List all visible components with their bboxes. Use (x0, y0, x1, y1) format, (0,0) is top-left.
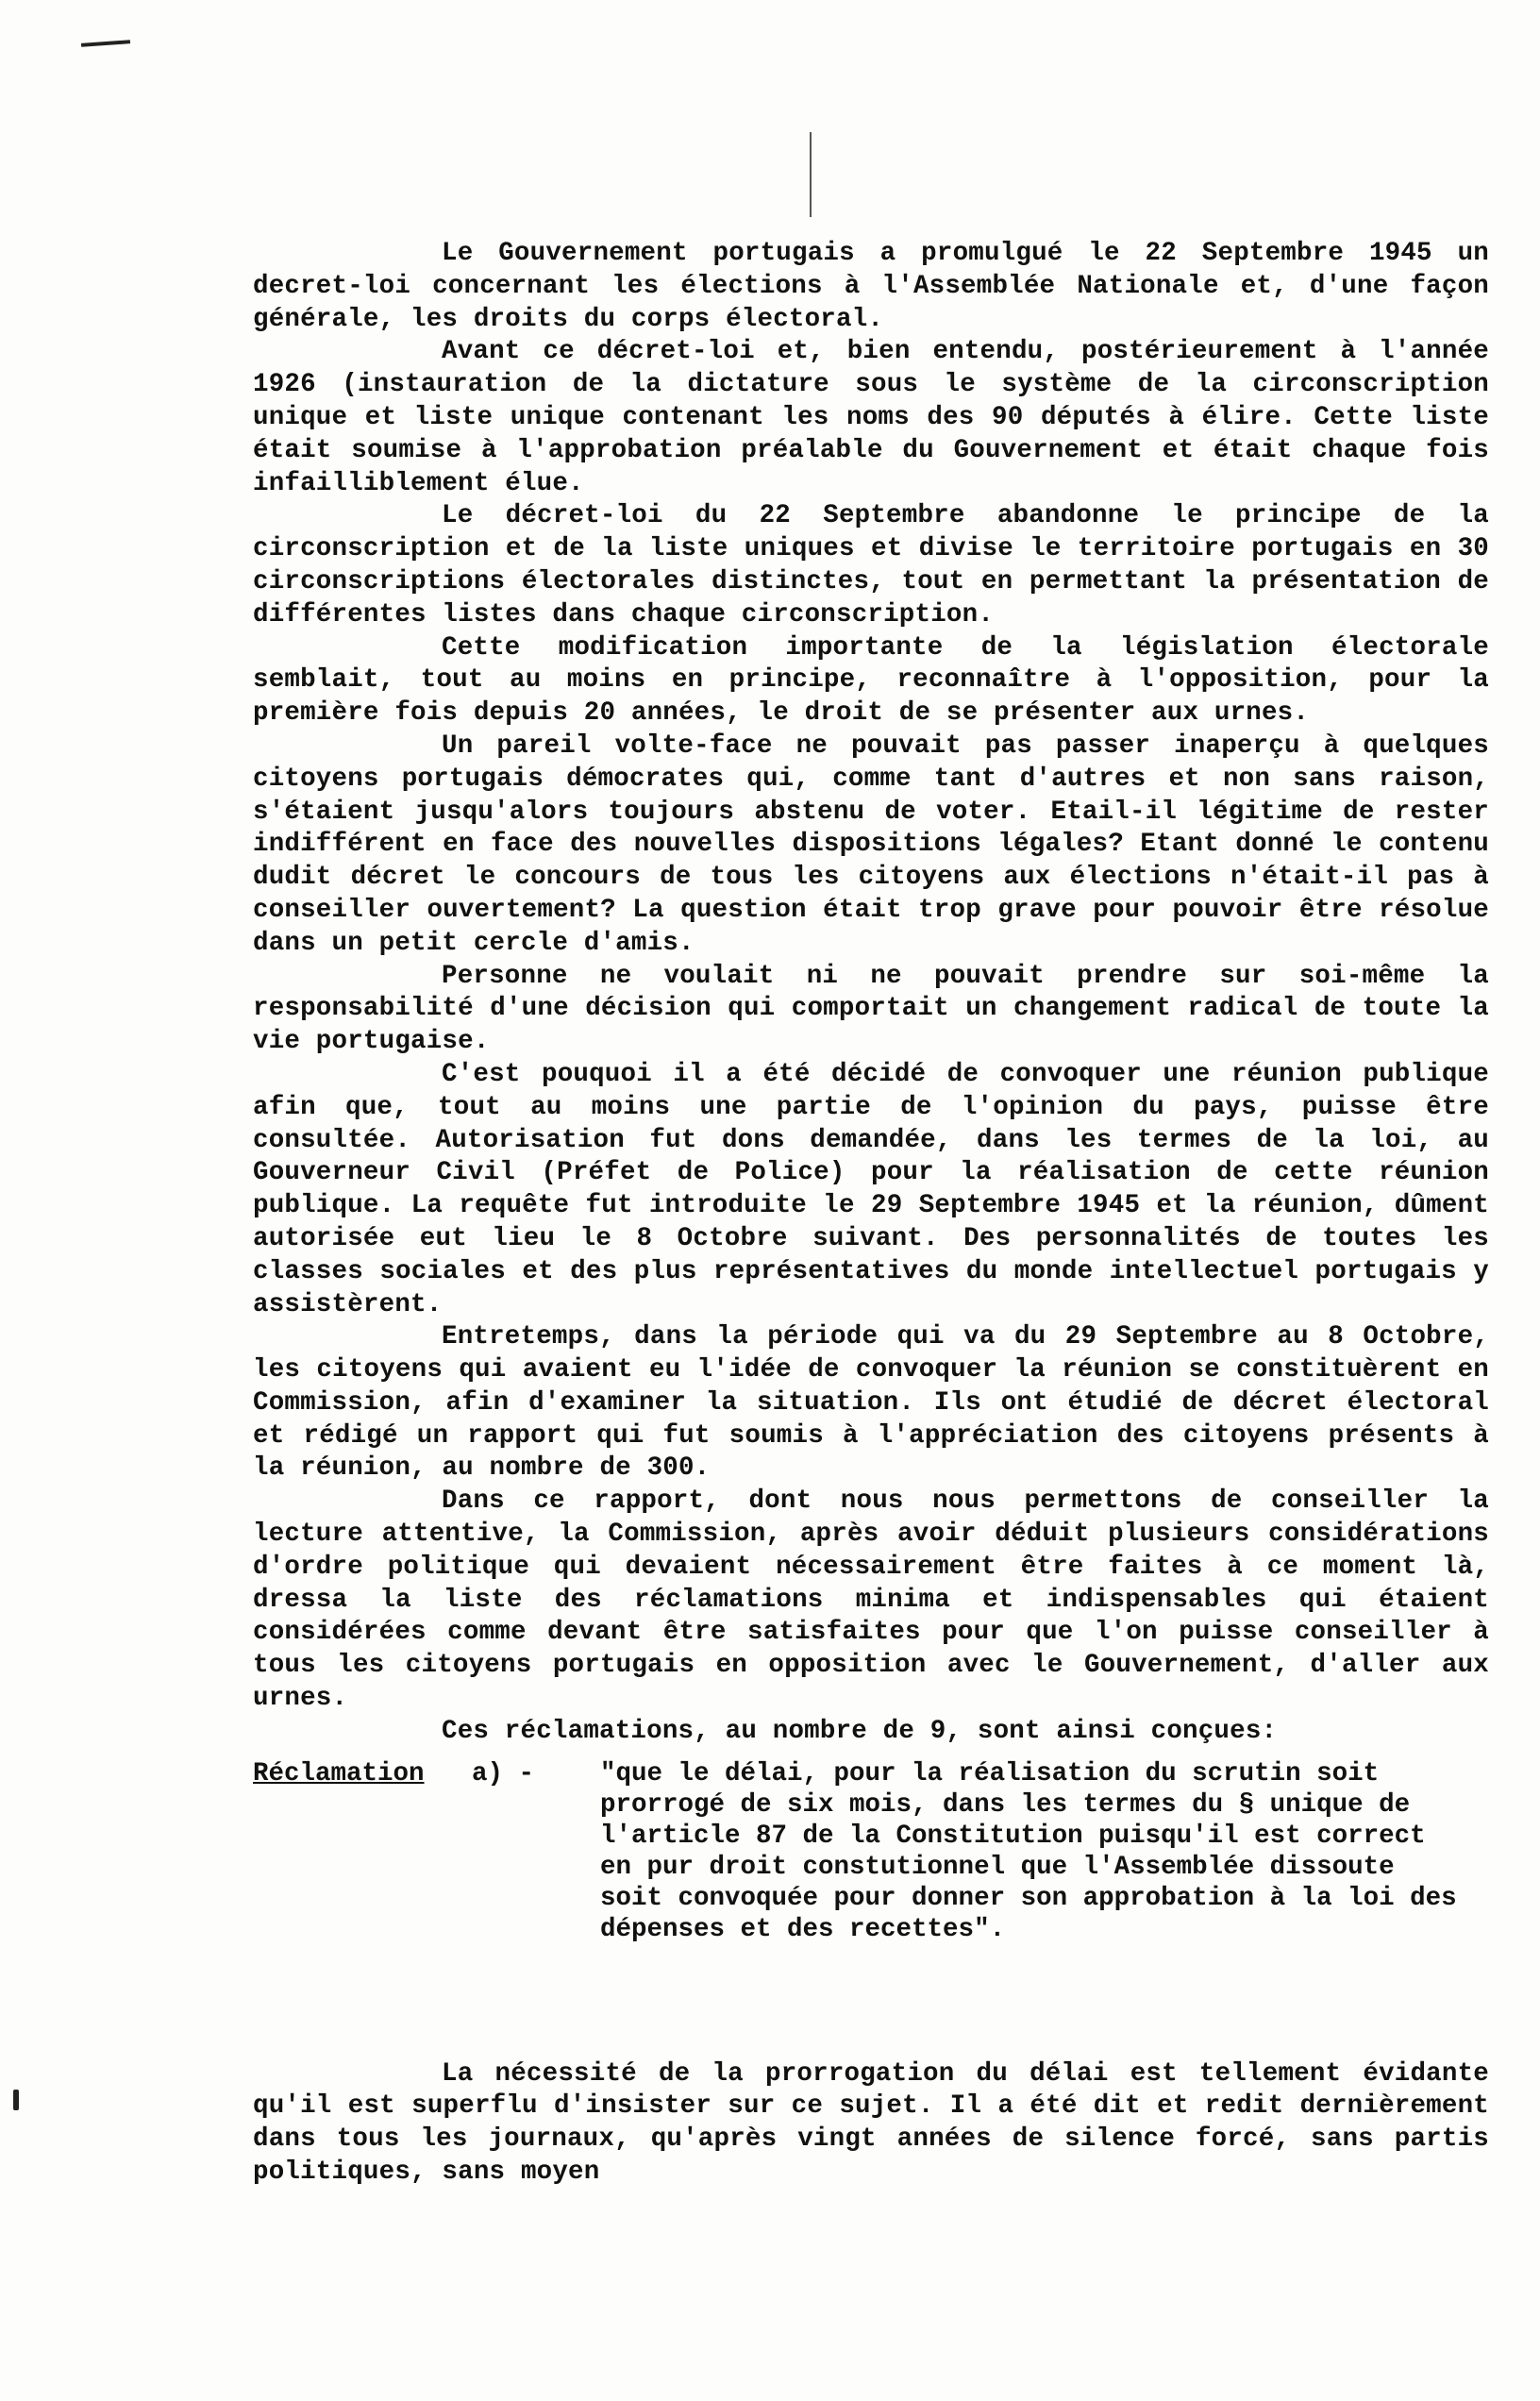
paragraph: Le décret-loi du 22 Septembre abandonne le principe de la circonscription et de la liste uniques et divise le territoire portugais en 30 circonscriptions électorales distinctes, tout en permettant la présentation de différentes listes dans chaque circonscription. (253, 501, 1489, 630)
claim-block (253, 1758, 1489, 2041)
paragraph: Entretemps, dans la période qui va du 29 Septembre au 8 Octobre, les citoyens qui avaient eu l'idée de convoquer la réunion se constituèrent en Commission, afin d'examiner la situation. Ils ont étudié de décret électoral et rédigé un rapport qui fut soumis à l'appréciation des citoyens présents à la réunion, au nombre de 300. (253, 1322, 1489, 1484)
document-body (253, 238, 1489, 2190)
paragraph: Personne ne voulait ni ne pouvait prendre sur soi-même la responsabilité d'une décision qui comportait un changement radical de toute la vie portugaise. (253, 961, 1489, 1057)
paragraph: Avant ce décret-loi et, bien entendu, postérieurement à l'année 1926 (instauration de la dictature sous le système de la circonscription unique et liste unique contenant les noms des 90 députés à élire. Cette liste était soumise à l'approbation préalable du Gouvernement et était chaque fois infailliblement élue. (253, 337, 1489, 498)
scan-mark (81, 40, 130, 47)
paragraph: Cette modification importante de la législation électorale semblait, tout au moins en principe, reconnaître à l'opposition, pour la première fois depuis 20 années, le droit de se présenter aux urnes. (253, 632, 1489, 729)
paragraph: C'est pouquoi il a été décidé de convoquer une réunion publique afin que, tout au moins une partie de l'opinion du pays, puisse être consultée. Autorisation fut dons demandée, dans les termes de la loi, au Gouverneur Civil (Préfet de Police) pour la réalisation de cette réunion publique. La requête fut introduite le 29 Septembre 1945 et la réunion, dûment autorisée eut lieu le 8 Octobre suivant. Des personnalités de toutes les classes sociales et des plus représentatives du monde intellectuel portugais y assistèrent. (253, 1059, 1489, 1319)
claim-marker: a) - (472, 1758, 535, 1788)
closing-paragraph: La nécessité de la prorrogation du délai est tellement évidante qu'il est superflu d'insister sur ce sujet. Il a été dit et redit dernièrement dans tous les journaux, qu'après vingt années de silence forcé, sans partis politiques, sans moyen (253, 2058, 1489, 2188)
paragraph: Ces réclamations, au nombre de 9, sont ainsi conçues: (442, 1716, 1278, 1746)
claim-label: Réclamation (253, 1758, 425, 1788)
claim-text: "que le délai, pour la réalisation du scrutin soit prorrogé de six mois, dans les termes du § unique de l'article 87 de la Constitution puisqu'il est correct en pur droit constutionnel que l'Assemblée dissoute soit convoquée pour donner son approbation à la loi des dépenses et des recettes". (600, 1758, 1457, 1944)
paragraph: Dans ce rapport, dont nous nous permettons de conseiller la lecture attentive, la Commission, après avoir déduit plusieurs considérations d'ordre politique qui devaient nécessairement être faites à ce moment là, dressa la liste des réclamations minima et indispensables qui étaient considérées comme devant être satisfaites pour que l'on puisse conseiller à tous les citoyens portugais en opposition avec le Gouvernement, d'aller aux urnes. (253, 1486, 1489, 1714)
paragraph: Le Gouvernement portugais a promulgué le 22 Septembre 1945 un decret-loi concernant les élections à l'Assemblée Nationale et, d'une façon générale, les droits du corps électoral. (253, 239, 1489, 334)
scan-mark (810, 132, 812, 217)
paragraph: Un pareil volte-face ne pouvait pas passer inaperçu à quelques citoyens portugais démocrates qui, comme tant d'autres et non sans raison, s'étaient jusqu'alors toujours abstenu de voter. Etail-il légitime de rester indifférent en face des nouvelles dispositions légales? Etant donné le contenu dudit décret le concours de tous les citoyens aux élections n'était-il pas à conseiller ouvertement? La question était trop grave pour pouvoir être résolue dans un petit cercle d'amis. (253, 730, 1489, 958)
scan-mark (13, 2090, 19, 2110)
